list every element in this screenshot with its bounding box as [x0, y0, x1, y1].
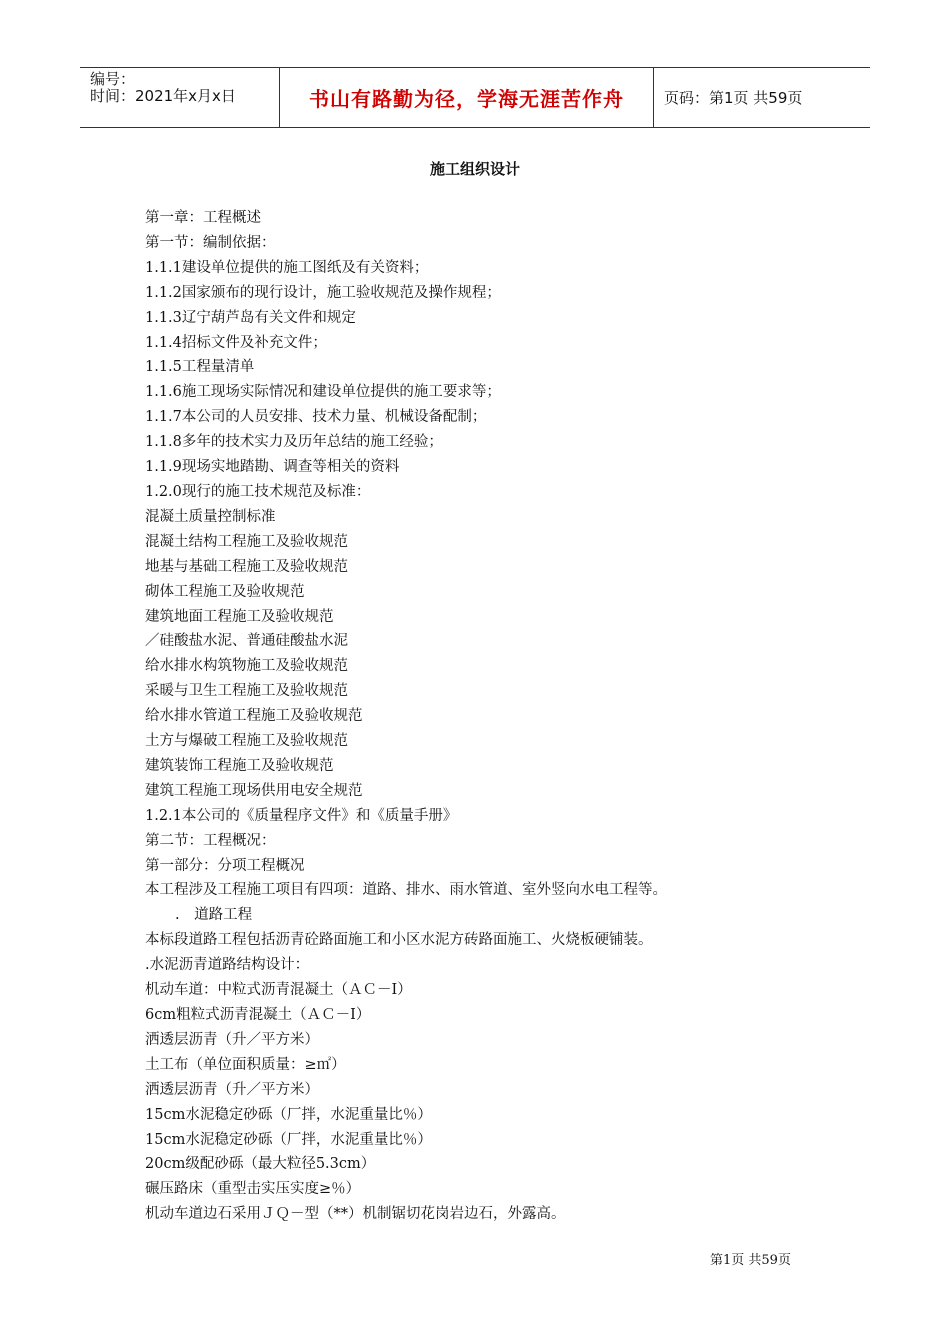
body-line: 机动车道边石采用ＪＱ－型（**）机制锯切花岗岩边石，外露高。	[145, 1206, 566, 1223]
body-line: 1.1.1建设单位提供的施工图纸及有关资料；	[145, 259, 429, 276]
body-line: 15cm水泥稳定砂砾（厂拌，水泥重量比％）	[145, 1131, 432, 1148]
body-line: 机动车道：中粒式沥青混凝土（ＡＣ－Ⅰ）	[145, 982, 412, 999]
body-line: .水泥沥青道路结构设计：	[145, 957, 310, 974]
body-line: 第一部分：分项工程概况	[145, 857, 305, 874]
body-line: 第二节：工程概况：	[145, 832, 276, 849]
body-line: 土工布（单位面积质量：≥㎡）	[145, 1056, 346, 1073]
body-line: 建筑装饰工程施工及验收规范	[145, 757, 334, 774]
body-line: 混凝土质量控制标准	[145, 508, 276, 525]
body-line: 建筑地面工程施工及验收规范	[145, 608, 334, 625]
body-line: . 道路工程	[175, 907, 253, 924]
number-label: 编号：	[90, 70, 136, 88]
page-footer: 第1页 共59页	[710, 1253, 791, 1268]
document-title: 施工组织设计	[429, 160, 520, 178]
body-line: 6cm粗粒式沥青混凝土（ＡＣ－Ⅰ）	[145, 1007, 371, 1023]
header-motto: 书山有路勤为径，学海无涯苦作舟	[280, 68, 654, 127]
body-line: 第一章：工程概述	[145, 210, 261, 226]
body-line: 1.2.0现行的施工技术规范及标准：	[145, 483, 371, 500]
body-line: 1.2.1本公司的《质量程序文件》和《质量手册》	[145, 807, 458, 824]
body-line: 1.1.8多年的技术实力及历年总结的施工经验；	[145, 434, 443, 451]
body-line: 1.1.2国家颁布的现行设计，施工验收规范及操作规程；	[145, 284, 501, 301]
body-line: 洒透层沥青（升／平方米）	[145, 1081, 319, 1098]
body-line: 1.1.5工程量清单	[145, 359, 255, 376]
header-page-info: 页码：第1页 共59页	[664, 89, 803, 107]
body-line: ／硅酸盐水泥、普通硅酸盐水泥	[145, 633, 348, 650]
body-line: 1.1.4招标文件及补充文件；	[145, 334, 327, 351]
page-header	[80, 67, 870, 128]
body-line: 给水排水管道工程施工及验收规范	[145, 708, 363, 725]
body-line: 1.1.9现场实地踏勘、调查等相关的资料	[145, 459, 400, 476]
body-line: 本工程涉及工程施工项目有四项：道路、排水、雨水管道、室外竖向水电工程等。	[145, 882, 667, 899]
body-line: 1.1.3辽宁葫芦岛有关文件和规定	[145, 309, 356, 326]
body-line: 20cm级配砂砾（最大粒径5.3cm）	[145, 1156, 376, 1173]
body-line: 采暖与卫生工程施工及验收规范	[145, 683, 348, 700]
body-line: 混凝土结构工程施工及验收规范	[145, 533, 348, 550]
body-line: 土方与爆破工程施工及验收规范	[145, 733, 348, 750]
document-body	[145, 206, 845, 1227]
body-line: 建筑工程施工现场供用电安全规范	[145, 782, 363, 799]
body-line: 1.1.7本公司的人员安排、技术力量、机械设备配制；	[145, 409, 487, 426]
body-line: 地基与基础工程施工及验收规范	[145, 558, 348, 575]
body-line: 碾压路床（重型击实压实度≥％）	[145, 1181, 361, 1198]
body-line: 洒透层沥青（升／平方米）	[145, 1031, 319, 1048]
body-line: 1.1.6施工现场实际情况和建设单位提供的施工要求等；	[145, 384, 501, 401]
body-line: 本标段道路工程包括沥青砼路面施工和小区水泥方砖路面施工、火烧板硬铺装。	[145, 932, 653, 949]
body-line: 15cm水泥稳定砂砾（厂拌，水泥重量比％）	[145, 1106, 432, 1123]
body-line: 给水排水构筑物施工及验收规范	[145, 658, 348, 675]
time-label: 时间：2021年x月x日	[90, 87, 236, 105]
header-meta	[80, 68, 280, 127]
body-line: 砌体工程施工及验收规范	[145, 583, 305, 600]
body-line: 第一节：编制依据：	[145, 234, 276, 251]
